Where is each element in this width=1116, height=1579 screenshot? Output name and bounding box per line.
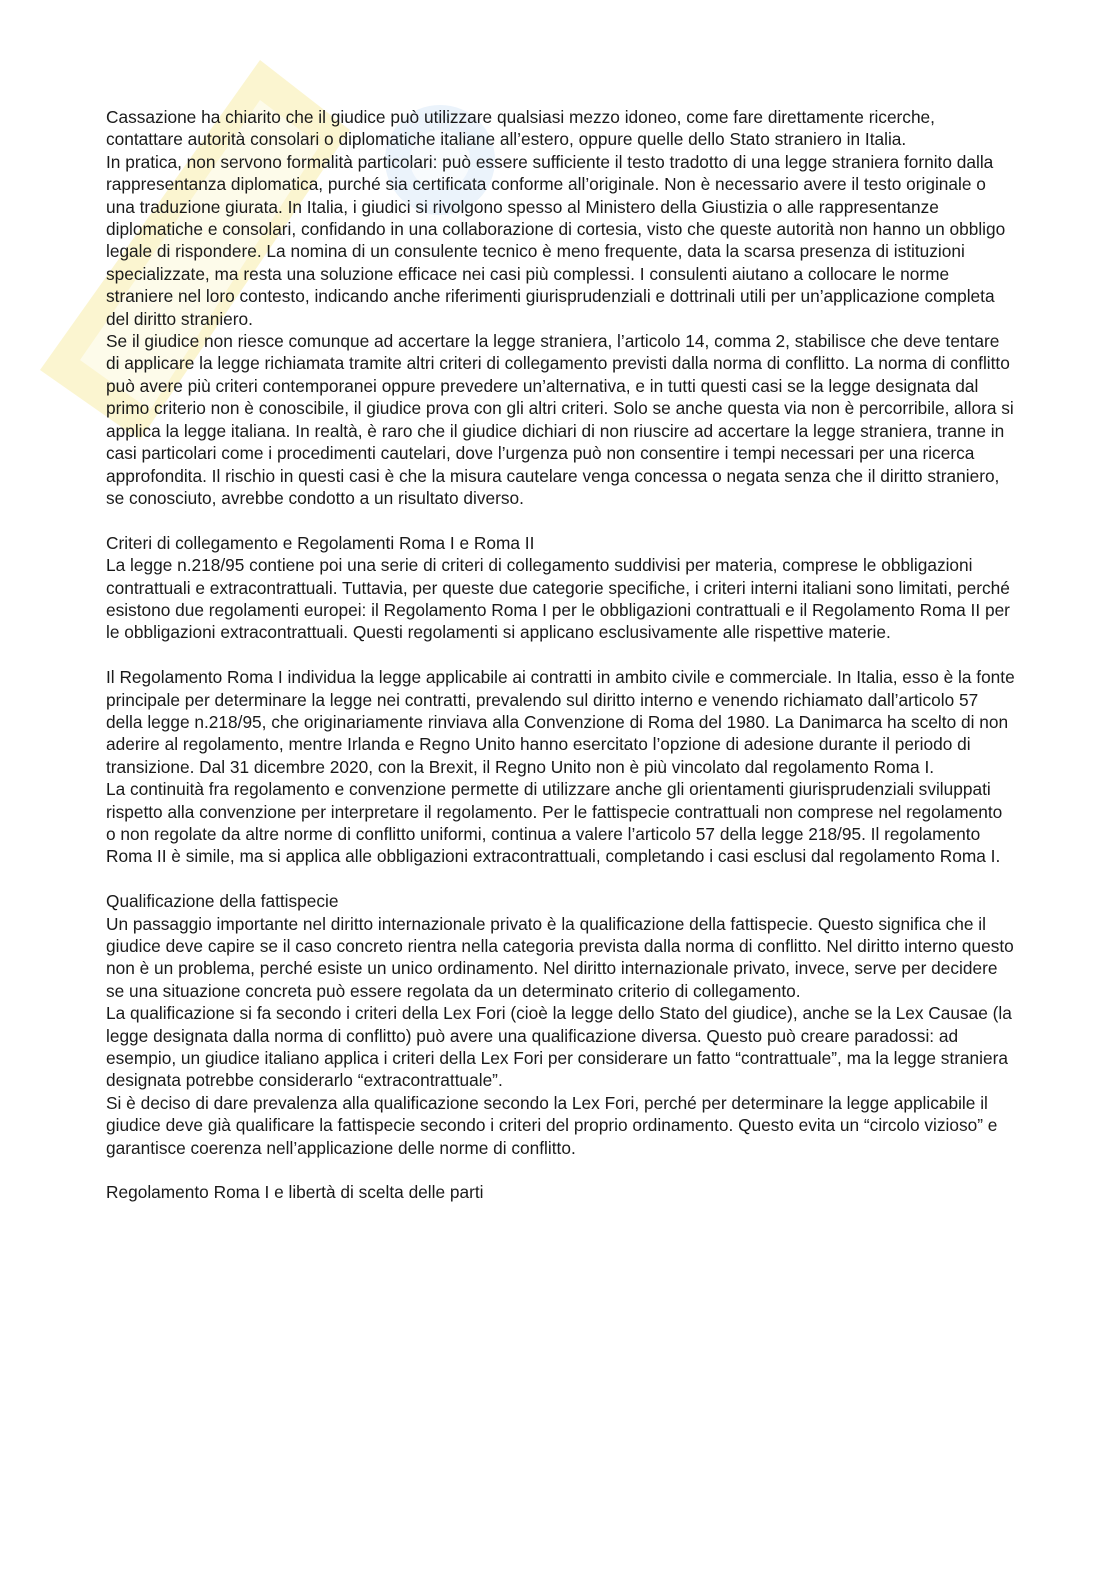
paragraph-cassazione: Cassazione ha chiarito che il giudice può utilizzare qualsiasi mezzo idoneo, come fare direttamente ricerche, contattare autorità consolari o diplomatiche italiane all’estero, oppure quelle dello Stato straniero in Italia. bbox=[106, 107, 935, 150]
section-heading-criteri: Criteri di collegamento e Regolamenti Roma I e Roma II bbox=[106, 532, 535, 553]
paragraph-accertamento: Se il giudice non riesce comunque ad accertare la legge straniera, l’articolo 14, comma 2, stabilisce che deve tentare di applicare la legge richiamata tramite altri criteri di collegamento previsti dalla norma di conflitto. La norma di conflitto può avere più criteri contemporanei oppure prevedere un’alternativa, e in tutti questi casi se la legge designata dal primo criterio non è conoscibile, il giudice prova con gli altri criteri. Solo se anche questa via non è percorribile, allora si applica la legge italiana. In realtà, è raro che il giudice dichiari di non riuscire ad accertare la legge straniera, tranne in casi particolari come i procedimenti cautelari, dove l’urgenza può non consentire i tempi necessari per una ricerca approfondita. Il rischio in questi casi è che la misura cautelare venga concessa o negata senza che il diritto straniero, se conosciuto, avrebbe condotto a un risultato diverso. bbox=[106, 331, 1014, 508]
section-heading-roma-i-scelta: Regolamento Roma I e libertà di scelta delle parti bbox=[106, 1182, 484, 1203]
paragraph-lex-fori: La qualificazione si fa secondo i criteri della Lex Fori (cioè la legge dello Stato del giudice), anche se la Lex Causae (la legge designata dalla norma di conflitto) può avere una qualificazione diversa. Questo può creare paradossi: ad esempio, un giudice italiano applica i criteri della Lex Fori per considerare un fatto “contrattuale”, ma la legge straniera designata potrebbe considerarlo “extracontrattuale”. bbox=[106, 1003, 1012, 1091]
paragraph-qualificazione: Un passaggio importante nel diritto internazionale privato è la qualificazione della fattispecie. Questo significa che il giudice deve capire se il caso concreto rientra nella categoria prevista dalla norma di conflitto. Nel diritto interno questo non è un problema, perché esiste un unico ordinamento. Nel diritto internazionale privato, invece, serve per decidere se una situazione concreta può essere regolata da un determinato criterio di collegamento. bbox=[106, 913, 1014, 1001]
spacer bbox=[106, 644, 1016, 666]
paragraph-prevalenza: Si è deciso di dare prevalenza alla qualificazione secondo la Lex Fori, perché per determinare la legge applicabile il giudice deve già qualificare la fattispecie secondo i criteri del proprio ordinamento. Questo evita un “circolo vizioso” e garantisce coerenza nell’applicazione delle norme di conflitto. bbox=[106, 1092, 998, 1158]
spacer bbox=[106, 868, 1016, 890]
paragraph-continuita: La continuità fra regolamento e convenzione permette di utilizzare anche gli orientamenti giurisprudenziali sviluppati rispetto alla convenzione per interpretare il regolamento. Per le fattispecie contrattuali non comprese nel regolamento o non regolate da altre norme di conflitto uniformi, continua a valere l’articolo 57 della legge 218/95. Il regolamento Roma II è simile, ma si applica alle obbligazioni extracontrattuali, completando i casi esclusi dal regolamento Roma I. bbox=[106, 779, 1003, 867]
section-heading-qualificazione: Qualificazione della fattispecie bbox=[106, 891, 339, 912]
spacer bbox=[106, 1159, 1016, 1181]
paragraph-roma-i: Il Regolamento Roma I individua la legge applicabile ai contratti in ambito civile e commerciale. In Italia, esso è la fonte principale per determinare la legge nei contratti, prevalendo sul diritto interno e venendo richiamato dall’articolo 57 della legge n.218/95, che originariamente rinviava alla Convenzione di Roma del 1980. La Danimarca ha scelto di non aderire al regolamento, mentre Irlanda e Regno Unito hanno esercitato l’opzione di adesione durante il periodo di transizione. Dal 31 dicembre 2020, con la Brexit, il Regno Unito non è più vincolato dal regolamento Roma I. bbox=[106, 667, 1015, 777]
paragraph-formalita: In pratica, non servono formalità particolari: può essere sufficiente il testo tradotto di una legge straniera fornito dalla rappresentanza diplomatica, purché sia certificata conforme all’originale. Non è necessario avere il testo originale o una traduzione giurata. In Italia, i giudici si rivolgono spesso al Ministero della Giustizia o alle rappresentanze diplomatiche e consolari, confidando in una collaborazione di cortesia, visto che queste autorità non hanno un obbligo legale di rispondere. La nomina di un consulente tecnico è meno frequente, data la scarsa presenza di istituzioni specializzate, ma resta una soluzione efficace nei casi più complessi. I consulenti aiutano a collocare le norme straniere nel loro contesto, indicando anche riferimenti giurisprudenziali e dottrinali utili per un’applicazione completa del diritto straniero. bbox=[106, 151, 1006, 329]
document-body bbox=[106, 106, 1016, 1204]
spacer bbox=[106, 509, 1016, 531]
paragraph-legge-218: La legge n.218/95 contiene poi una serie di criteri di collegamento suddivisi per materia, comprese le obbligazioni contrattuali e extracontrattuali. Tuttavia, per queste due categorie specifiche, i criteri interni italiani sono limitati, perché esistono due regolamenti europei: il Regolamento Roma I per le obbligazioni contrattuali e il Regolamento Roma II per le obbligazioni extracontrattuali. Questi regolamenti si applicano esclusivamente alle rispettive materie. bbox=[106, 555, 1010, 643]
